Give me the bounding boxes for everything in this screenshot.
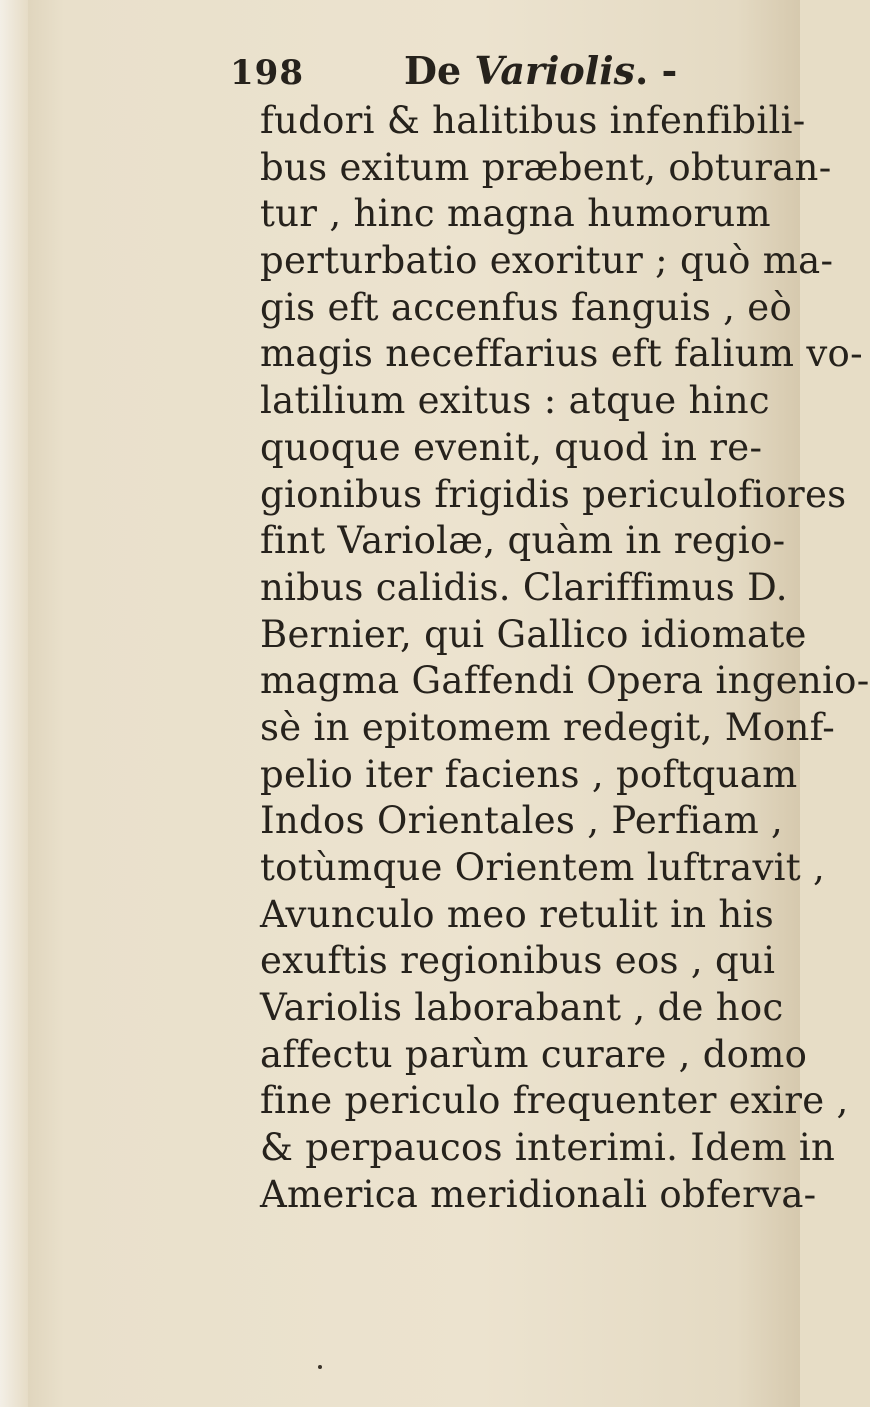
text-line: Avunculo meo retulit in his: [260, 892, 774, 936]
running-title-lead: De: [403, 48, 475, 93]
text-line: affectu parùm curare , domo: [260, 1032, 808, 1076]
body-text: [260, 98, 870, 1219]
running-title-trail: . -: [635, 48, 678, 93]
text-line: Variolis laborabant , de hoc: [260, 986, 784, 1030]
text-line: magis neceffarius eft falium vo-: [260, 332, 863, 376]
text-line: pelio iter faciens , poftquam: [260, 752, 798, 796]
text-line: bus exitum præbent, obturan-: [260, 145, 832, 189]
page-gutter: [0, 0, 28, 1407]
text-line: gionibus frigidis periculofiores: [260, 472, 847, 516]
running-title: [404, 48, 677, 93]
ink-speck: [318, 1365, 322, 1369]
page-number: 198: [230, 53, 304, 93]
text-line: tur , hinc magna humorum: [260, 192, 771, 236]
text-line: nibus calidis. Clariffimus D.: [260, 565, 788, 609]
text-line: Indos Orientales , Perfiam ,: [260, 799, 784, 843]
text-line: America meridionali obferva-: [260, 1172, 817, 1216]
text-line: quoque evenit, quod in re-: [260, 425, 763, 469]
text-line: exuftis regionibus eos , qui: [260, 939, 776, 983]
running-header: [230, 48, 677, 94]
text-line: totùmque Orientem luftravit ,: [260, 846, 826, 889]
text-line: magma Gaffendi Opera ingenio-: [260, 659, 870, 703]
text-line: latilium exitus : atque hinc: [260, 379, 770, 423]
text-line: gis eft accenfus fanguis , eò: [260, 285, 793, 329]
text-line: perturbatio exoritur ; quò ma-: [260, 239, 834, 283]
text-line: fint Variolæ, quàm in regio-: [260, 519, 786, 563]
running-title-italic: Variolis: [474, 48, 636, 93]
text-line: fudori & halitibus infenfibili-: [260, 99, 806, 142]
text-line: sè in epitomem redegit, Monf-: [260, 705, 836, 749]
text-line: & perpaucos interimi. Idem in: [260, 1126, 836, 1170]
text-line: fine periculo frequenter exire ,: [260, 1079, 849, 1123]
text-line: Bernier, qui Gallico idiomate: [260, 612, 807, 656]
